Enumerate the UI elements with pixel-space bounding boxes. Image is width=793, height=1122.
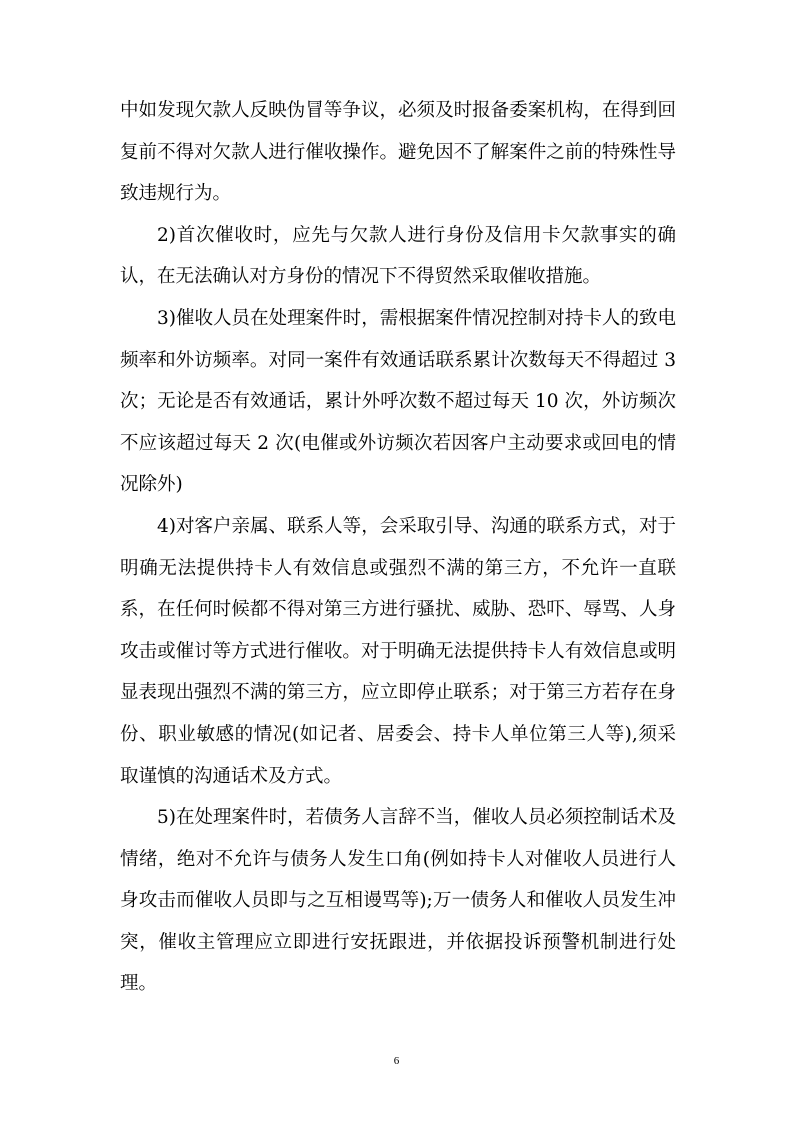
paragraph-continuation: 中如发现欠款人反映伪冒等争议，必须及时报备委案机构，在得到回复前不得对欠款人进行催收操作。避免因不了解案件之前的特殊性导致违规行为。 [120,100,676,205]
page-number: 6 [393,1055,400,1067]
paragraph-item-4: 4)对客户亲属、联系人等，会采取引导、沟通的联系方式，对于明确无法提供持卡人有效信息或强烈不满的第三方，不允许一直联系，在任何时候都不得对第三方进行骚扰、威胁、恐吓、辱骂、人身攻击或催讨等方式进行催收。对于明确无法提供持卡人有效信息或明显表现出强烈不满的第三方，应立即停止联系；对于第三方若存在身份、职业敏感的情况(如记者、居委会、持卡人单位第三人等),须采取谨慎的沟通话术及方式。 [120,515,676,787]
document-body [120,90,676,1005]
paragraph-item-3: 3)催收人员在处理案件时，需根据案件情况控制对持卡人的致电频率和外访频率。对同一案件有效通话联系累计次数每天不得超过 3 次；无论是否有效通话，累计外呼次数不超过每天 10 次，外访频次不应该超过每天 2 次(电催或外访频次若因客户主动要求或回电的情况除外) [120,307,676,496]
paragraph-item-2: 2)首次催收时，应先与欠款人进行身份及信用卡欠款事实的确认，在无法确认对方身份的情况下不得贸然采取催收措施。 [120,224,676,288]
paragraph-item-5: 5)在处理案件时，若债务人言辞不当，催收人员必须控制话术及情绪，绝对不允许与债务人发生口角(例如持卡人对催收人员进行人身攻击而催收人员即与之互相谩骂等);万一债务人和催收人员发生冲突，催收主管理应立即进行安抚跟进，并依据投诉预警机制进行处理。 [120,807,676,995]
